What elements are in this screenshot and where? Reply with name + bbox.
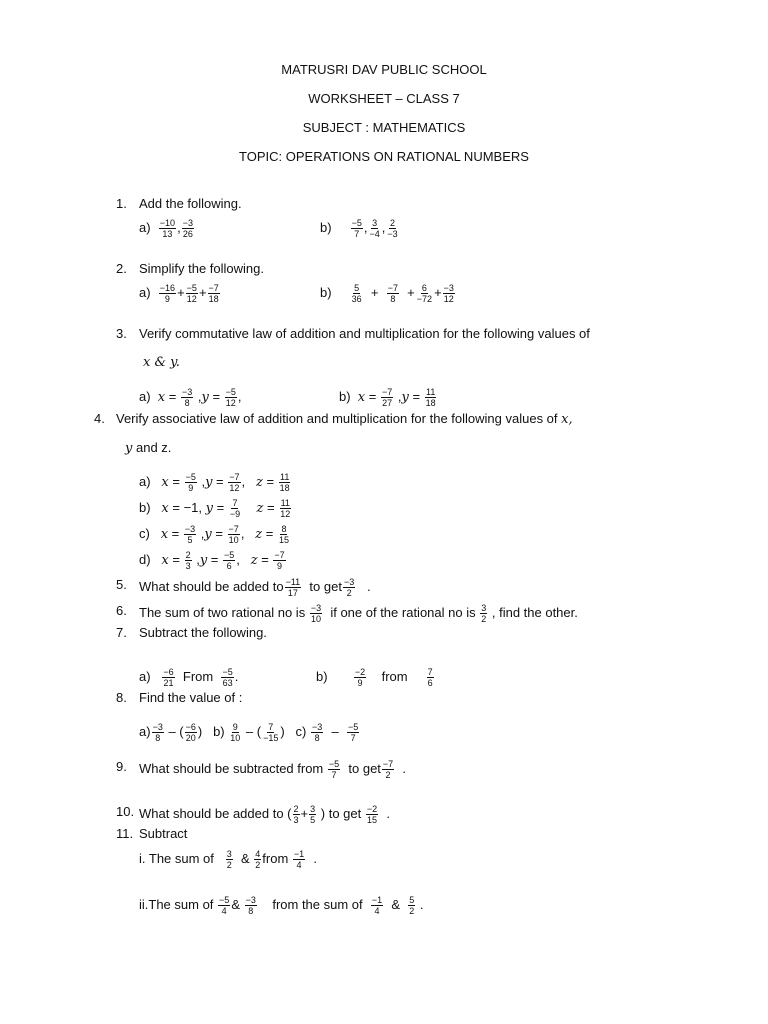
q1-b-label: b) (320, 219, 332, 235)
fraction: $\frac{-2}{9}$ (354, 667, 366, 688)
fraction: $\frac{-7}{10}$ (228, 524, 239, 545)
fraction: $\frac{-7}{18}$ (208, 283, 219, 304)
fraction: $\frac{11}{18}$ (279, 472, 290, 493)
q4-text: Verify associative law of addition and multiplication for the following values of x, (116, 411, 573, 427)
q11-part-ii: ii.The sum of $\frac{-5}{4}$ & $\frac{-3}{8}$ from the sum of $\frac{-1}{4}$ & $\frac{5}{2}$ . (139, 895, 424, 916)
fraction: $\frac{8}{15}$ (278, 524, 289, 545)
q6-number: 6. (116, 603, 127, 618)
fraction: $\frac{3}{2}$ (481, 603, 487, 624)
fraction: $\frac{7}{6}$ (427, 667, 433, 688)
q7-part-b: b) $\frac{-2}{9}$ from $\frac{7}{6}$ (316, 667, 433, 688)
q5-text: What should be added to $\frac{-11}{17}$ to get $\frac{-3}{2}$ . (139, 577, 371, 598)
q4-number: 4. (94, 411, 105, 426)
fraction: $\frac{4}{2}$ (255, 849, 261, 870)
fraction: $\frac{-2}{15}$ (366, 804, 378, 825)
fraction: $\frac{-5}{7}$ (351, 218, 362, 239)
fraction: $\frac{-7}{9}$ (274, 550, 285, 571)
q1-part-a: a) $\frac{-10}{13}$ , $\frac{-3}{26}$ (139, 218, 193, 239)
fraction: $\frac{6}{-72}$ (416, 283, 433, 304)
fraction: $\frac{-5}{4}$ (219, 895, 230, 916)
fraction: $\frac{-3}{5}$ (184, 524, 196, 545)
fraction: $\frac{-3}{10}$ (310, 603, 322, 624)
fraction: $\frac{5}{2}$ (409, 895, 415, 916)
fraction: $\frac{-5}{12}$ (186, 283, 197, 304)
q7-number: 7. (116, 625, 127, 640)
q1-part-b: b) $\frac{-5}{7}$ , $\frac{3}{-4}$ , $\frac{2}{-3}$ (320, 218, 398, 239)
q9-number: 9. (116, 759, 127, 774)
fraction: $\frac{-3}{8}$ (181, 387, 193, 408)
q2-part-a: a) $\frac{-16}{9}$ + $\frac{-5}{12}$ + $\frac{-7}{18}$ (139, 283, 219, 304)
fraction: $\frac{-5}{9}$ (185, 472, 196, 493)
q8-parts: a) $\frac{-3}{8}$ – ( $\frac{-6}{20}$ ) b) $\frac{9}{10}$ – ( $\frac{7}{-15}$ ) c) $\frac{-3}{8}$ – $\frac{-5}{7}$ (139, 722, 359, 743)
q8-number: 8. (116, 690, 127, 705)
q2-text: Simplify the following. (139, 261, 264, 276)
fraction: $\frac{-7}{8}$ (387, 283, 398, 304)
q6-text: The sum of two rational no is $\frac{-3}{10}$ if one of the rational no is $\frac{3}{2}$ , find the other. (139, 603, 578, 624)
q7-text: Subtract the following. (139, 625, 267, 640)
q3-vars: x & y. (143, 355, 180, 370)
fraction: $\frac{-10}{13}$ (159, 218, 176, 239)
fraction: $\frac{-6}{21}$ (163, 667, 174, 688)
q7-part-a: a) $\frac{-6}{21}$ From $\frac{-5}{63}$ . (139, 667, 239, 688)
q4-part-b: b) x = −1, y = $\frac{7}{-9}$ z = $\frac{11}{12}$ (139, 498, 291, 519)
fraction: $\frac{7}{-9}$ (229, 498, 241, 519)
q11-part-i: i. The sum of $\frac{3}{2}$ & $\frac{4}{2}$ from $\frac{-1}{4}$ . (139, 849, 318, 870)
q9-text: What should be subtracted from $\frac{-5}{7}$ to get $\frac{-7}{2}$ . (139, 759, 407, 780)
fraction: $\frac{2}{3}$ (293, 804, 299, 825)
fraction: $\frac{-1}{4}$ (293, 849, 305, 870)
q11-text: Subtract (139, 826, 188, 841)
q10-text: What should be added to ( $\frac{2}{3}$ + $\frac{3}{5}$ ) to get $\frac{-2}{15}$ . (139, 804, 390, 825)
q5-number: 5. (116, 577, 127, 592)
q1-number: 1. (116, 196, 127, 211)
fraction: $\frac{-3}{8}$ (245, 895, 256, 916)
q1-a-label: a) (139, 219, 151, 235)
q1-text: Add the following. (139, 196, 242, 211)
fraction: $\frac{-5}{6}$ (224, 550, 235, 571)
fraction: $\frac{-5}{7}$ (328, 759, 340, 780)
q3-text: Verify commutative law of addition and multiplication for the following values of (139, 326, 590, 341)
subject-title: SUBJECT : MATHEMATICS (302, 120, 466, 135)
fraction: $\frac{-3}{8}$ (152, 722, 163, 743)
q4-part-c: c) x = $\frac{-3}{5}$ ,y = $\frac{-7}{10}$ , z = $\frac{8}{15}$ (139, 524, 289, 545)
q10-number: 10. (116, 804, 135, 819)
fraction: $\frac{-1}{4}$ (371, 895, 383, 916)
fraction: $\frac{11}{12}$ (280, 498, 291, 519)
q4-part-a: a) x = $\frac{-5}{9}$ ,y = $\frac{-7}{12}$ , z = $\frac{11}{18}$ (139, 472, 290, 493)
q4-part-d: d) x = $\frac{2}{3}$ ,y = $\frac{-5}{6}$ , z = $\frac{-7}{9}$ (139, 550, 285, 571)
fraction: $\frac{3}{-4}$ (369, 218, 380, 239)
fraction: $\frac{-3}{8}$ (311, 722, 323, 743)
fraction: $\frac{2}{-3}$ (387, 218, 398, 239)
q3-number: 3. (116, 326, 127, 341)
fraction: $\frac{-7}{2}$ (382, 759, 394, 780)
fraction: $\frac{-5}{63}$ (222, 667, 233, 688)
fraction: $\frac{-3}{26}$ (182, 218, 193, 239)
q3-part-b: b) x = $\frac{-7}{27}$ ,y = $\frac{11}{18}$ (339, 387, 436, 408)
q2-part-b: b) $\frac{5}{36}$ + $\frac{-7}{8}$ + $\frac{6}{-72}$ + $\frac{-3}{12}$ (320, 283, 454, 304)
fraction: $\frac{-7}{12}$ (229, 472, 240, 493)
fraction: $\frac{3}{2}$ (226, 849, 232, 870)
topic-title: TOPIC: OPERATIONS ON RATIONAL NUMBERS (239, 149, 529, 164)
q4-text-cont: y and z. (125, 440, 172, 456)
fraction: $\frac{3}{5}$ (310, 804, 316, 825)
fraction: $\frac{7}{-15}$ (263, 722, 279, 743)
worksheet-title: WORKSHEET – CLASS 7 (308, 91, 460, 106)
q3-part-a: a) x = $\frac{-3}{8}$ ,y = $\frac{-5}{12}$ , (139, 387, 242, 408)
fraction: $\frac{-16}{9}$ (159, 283, 176, 304)
fraction: $\frac{5}{36}$ (351, 283, 362, 304)
q11-number: 11. (116, 826, 134, 841)
fraction: $\frac{-6}{20}$ (185, 722, 196, 743)
fraction: $\frac{-5}{7}$ (347, 722, 359, 743)
fraction: $\frac{11}{18}$ (425, 387, 436, 408)
fraction: $\frac{-11}{17}$ (285, 577, 301, 598)
fraction: $\frac{-3}{12}$ (443, 283, 454, 304)
fraction: $\frac{9}{10}$ (230, 722, 241, 743)
q8-text: Find the value of : (139, 690, 243, 705)
q2-number: 2. (116, 261, 127, 276)
fraction: $\frac{-7}{27}$ (381, 387, 393, 408)
fraction: $\frac{-5}{12}$ (225, 387, 236, 408)
school-name: MATRUSRI DAV PUBLIC SCHOOL (281, 62, 487, 77)
fraction: $\frac{-3}{2}$ (343, 577, 355, 598)
fraction: $\frac{2}{3}$ (185, 550, 191, 571)
